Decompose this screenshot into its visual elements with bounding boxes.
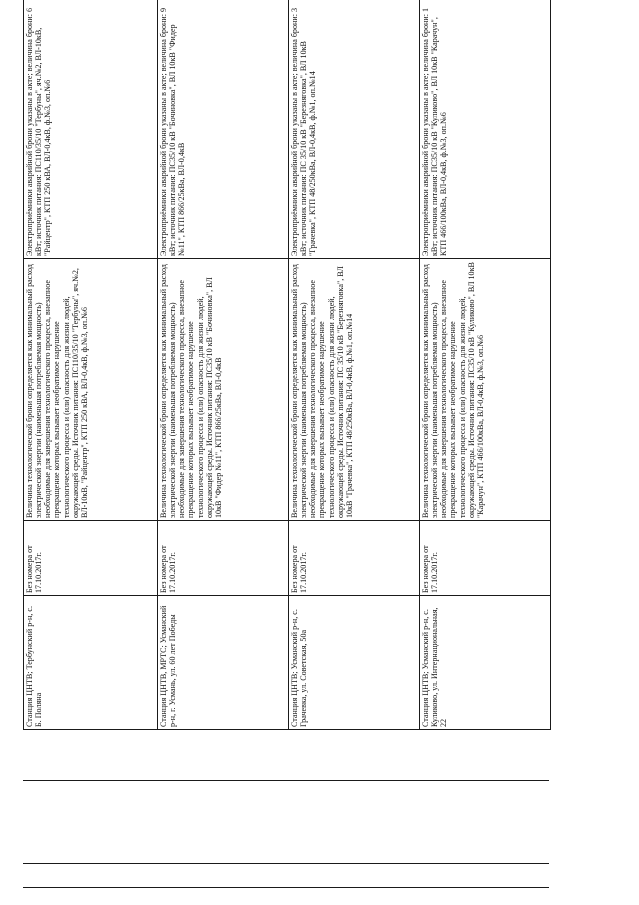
place-cell: Станция ЦНТВ; Усманский р-н, с. Куликово, ул. Интернациональная, 22 [420,596,551,730]
rotated-table-container [23,0,549,730]
consumers-cell: Электроприёмники аварийной брони указаны в акте; величина брони: 3 кВт; источник питания: ПС 35/10 кВ "Березняговка", ВЛ 10кВ "Грачевка", КТП 48/250кВа, ВЛ-0,4кВ, ф.№1, оп.№14 [289,0,420,259]
place-cell: Станция ЦНТВ, МРТС; Усманский р-н, г. Усмань, ул. 60 лет Победы [158,596,289,730]
place-cell: Станция ЦНТВ; Тербунский р-н, с. Б. Поляна [24,596,158,730]
place-cell: Станция ЦНТВ; Усманский р-н, с. Грачевка, ул. Советская, 50а [289,596,420,730]
table-row [420,0,551,730]
description-cell: Величина технологической брони определяется как минимальный расход электрической энергии (наименьшая потребляемая мощность) необходимые для завершения технологического процесса, внезапное прекращение которых вызывает необратимое нарушение технологического процесса и (или) опасность для жизни людей, окружающей среды. Источник питания: ПС35/10 кВ "Бочиновка", ВЛ 10кВ "Фидер №11", КТП 866/25кВа, ВЛ-0,4кВ [158,259,289,521]
description-cell: Величина технологической брони определяется как минимальный расход электрической энергии (наименьшая потребляемая мощность) необходимые для завершения технологического процесса, внезапное прекращение которых вызывает необратимое нарушение технологического процесса и (или) опасность для жизни людей, окружающей среды. Источник питания: ПС110/35/10 "Тербуны", яч.№2, ВЛ-10кВ, "Райцентр", КТП 250 кВА, ВЛ-0,4кВ, ф.№3, оп.№6 [24,259,158,521]
rule-line [23,780,549,781]
table-row [24,0,158,730]
rule-line [23,887,549,888]
table-row [158,0,289,730]
number-cell: Без номера от 17.10.2017г. [24,521,158,596]
consumers-cell: Электроприёмники аварийной брони указаны в акте; величина брони: 9 кВт; источник питания: ПС35/10 кВ "Бочиновка", ВЛ 10кВ "Фидер №11", КТП 866/25кВа, ВЛ-0,4кВ [158,0,289,259]
consumers-cell: Электроприёмники аварийной брони указаны в акте; величина брони: 6 кВт; источник питания: ПС110/35/10 "Тербуны", яч.№2, ВЛ-10кВ, "Райцентр", КТП 250 кВА, ВЛ-0,4кВ, ф.№3, оп.№6 [24,0,158,259]
number-cell: Без номера от 17.10.2017г. [289,521,420,596]
number-cell: Без номера от 17.10.2017г. [158,521,289,596]
description-cell: Величина технологической брони определяется как минимальный расход электрической энергии (наименьшая потребляемая мощность) необходимые для завершения технологического процесса, внезапное прекращение которых вызывает необратимое нарушение технологического процесса и (или) опасность для жизни людей, окружающей среды. Источник питания: ПС 35/10 кВ "Березняговка", ВЛ 10кВ "Грачевка", КТП 48/250кВа, ВЛ-0,4кВ, ф.№1, оп.№14 [289,259,420,521]
consumers-cell: Электроприёмники аварийной брони указаны в акте; величина брони: 1 кВт; источник питания: ПС35/10 кВ "Куликово", ВЛ 10кВ "Карачун", КТП 466/100кВа, ВЛ-0,4кВ, ф.№3, оп.№6 [420,0,551,259]
table-row [289,0,420,730]
number-cell: Без номера от 17.10.2017г. [420,521,551,596]
backup-power-table [23,0,551,730]
rule-line [23,863,549,864]
description-cell: Величина технологической брони определяется как минимальный расход электрической энергии (наименьшая потребляемая мощность) необходимые для завершения технологического процесса, внезапное прекращение которых вызывает необратимое нарушение технологического процесса и (или) опасность для жизни людей, окружающей среды. Источник питания: ПС35/10 кВ "Куликово", ВЛ 10кВ "Карачун", КТП 466/100кВа, ВЛ-0,4кВ, ф.№3, оп.№6 [420,259,551,521]
